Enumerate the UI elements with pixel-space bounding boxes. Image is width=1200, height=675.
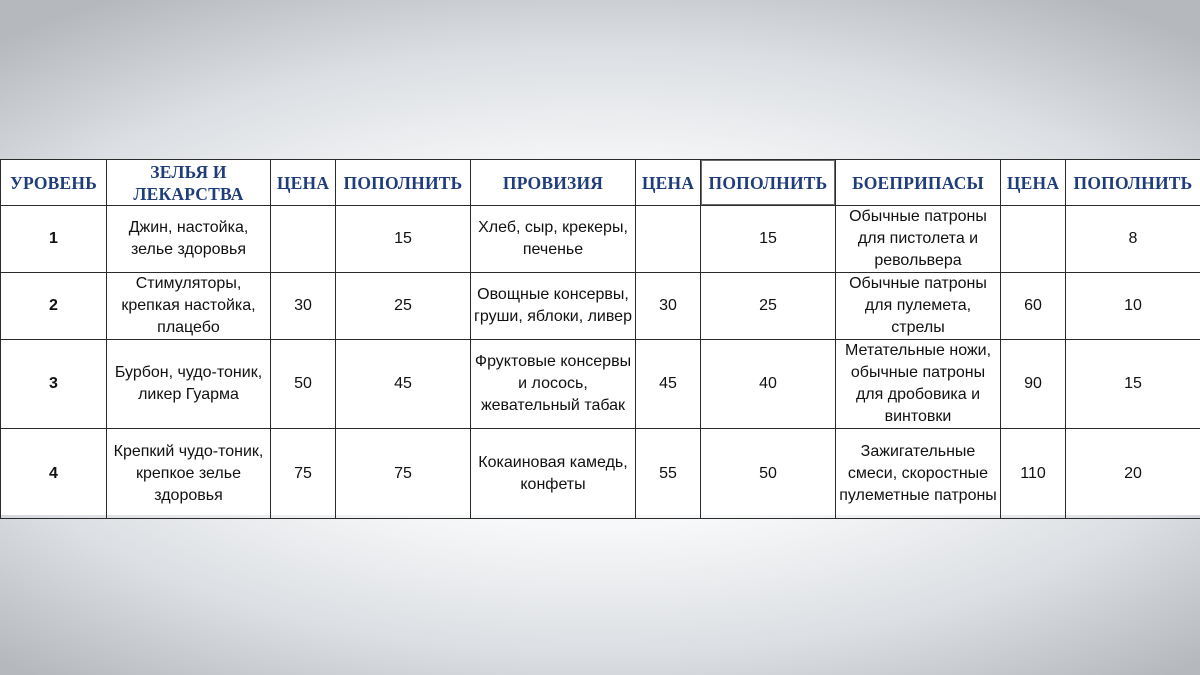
header-potions: ЗЕЛЬЯ И ЛЕКАРСТВА — [107, 160, 271, 206]
table-row — [1, 273, 1200, 340]
cell-level: 4 — [1, 429, 107, 519]
cell-potions: Джин, настойка, зелье здоровья — [107, 206, 271, 273]
cell-ammo-price: 110 — [1001, 429, 1066, 519]
cell-potions: Крепкий чудо-тоник, крепкое зелье здоровья — [107, 429, 271, 519]
cell-ammo-price: 90 — [1001, 340, 1066, 429]
cell-ammo-refill: 15 — [1066, 340, 1200, 429]
cell-provisions-price: 30 — [636, 273, 701, 340]
table-row — [1, 429, 1200, 519]
price-table-sheet — [0, 159, 1200, 515]
cell-ammo: Обычные патроны для пистолета и револьвера — [836, 206, 1001, 273]
cell-ammo: Метательные ножи, обычные патроны для дробовика и винтовки — [836, 340, 1001, 429]
cell-provisions-price — [636, 206, 701, 273]
cell-level: 3 — [1, 340, 107, 429]
cell-potions-refill: 15 — [336, 206, 471, 273]
header-provisions-refill: ПОПОЛНИТЬ — [701, 160, 836, 206]
cell-provisions-refill: 25 — [701, 273, 836, 340]
cell-ammo: Обычные патроны для пулемета, стрелы — [836, 273, 1001, 340]
cell-potions-price: 50 — [271, 340, 336, 429]
header-provisions-price: ЦЕНА — [636, 160, 701, 206]
header-provisions: ПРОВИЗИЯ — [471, 160, 636, 206]
table-row — [1, 340, 1200, 429]
cell-potions-refill: 75 — [336, 429, 471, 519]
cell-provisions: Овощные консервы, груши, яблоки, ливер — [471, 273, 636, 340]
cell-provisions: Хлеб, сыр, крекеры, печенье — [471, 206, 636, 273]
cell-provisions-refill: 50 — [701, 429, 836, 519]
cell-level: 2 — [1, 273, 107, 340]
header-potions-refill: ПОПОЛНИТЬ — [336, 160, 471, 206]
cell-potions-refill: 45 — [336, 340, 471, 429]
cell-ammo: Зажигательные смеси, скоростные пулеметные патроны — [836, 429, 1001, 519]
cell-provisions-refill: 15 — [701, 206, 836, 273]
header-ammo: БОЕПРИПАСЫ — [836, 160, 1001, 206]
cell-provisions-price: 55 — [636, 429, 701, 519]
price-table — [0, 159, 1200, 519]
cell-level: 1 — [1, 206, 107, 273]
cell-potions-price: 75 — [271, 429, 336, 519]
header-ammo-price: ЦЕНА — [1001, 160, 1066, 206]
table-header-row — [1, 160, 1200, 206]
cell-ammo-refill: 10 — [1066, 273, 1200, 340]
cell-potions: Стимуляторы, крепкая настойка, плацебо — [107, 273, 271, 340]
header-potions-price: ЦЕНА — [271, 160, 336, 206]
cell-potions-price: 30 — [271, 273, 336, 340]
header-ammo-refill: ПОПОЛНИТЬ — [1066, 160, 1200, 206]
cell-ammo-refill: 20 — [1066, 429, 1200, 519]
cell-provisions: Фруктовые консервы и лосось, жевательный табак — [471, 340, 636, 429]
table-row — [1, 206, 1200, 273]
cell-potions-price — [271, 206, 336, 273]
cell-ammo-price — [1001, 206, 1066, 273]
cell-provisions-price: 45 — [636, 340, 701, 429]
cell-potions-refill: 25 — [336, 273, 471, 340]
cell-provisions-refill: 40 — [701, 340, 836, 429]
cell-ammo-refill: 8 — [1066, 206, 1200, 273]
cell-ammo-price: 60 — [1001, 273, 1066, 340]
cell-provisions: Кокаиновая камедь, конфеты — [471, 429, 636, 519]
cell-potions: Бурбон, чудо-тоник, ликер Гуарма — [107, 340, 271, 429]
header-level: УРОВЕНЬ — [1, 160, 107, 206]
